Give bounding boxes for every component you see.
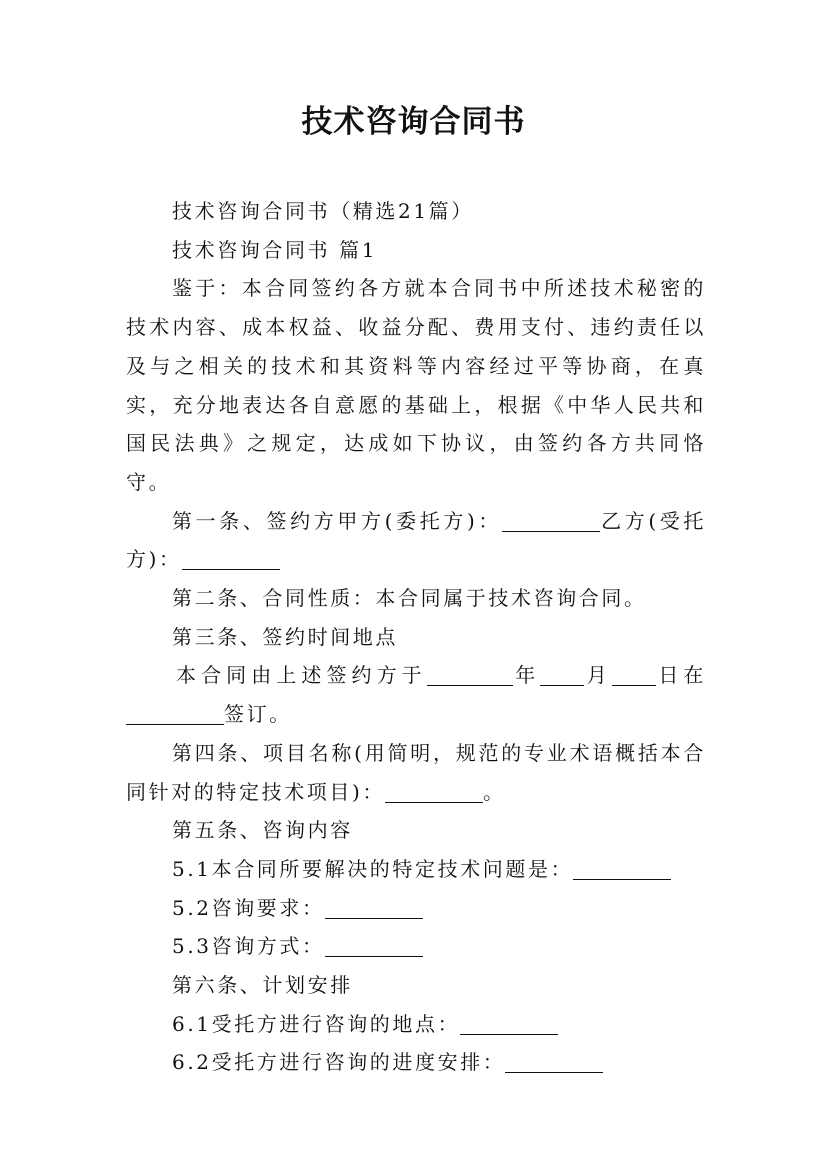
project-name-label: 第四条、项目名称(用简明，规范的专业术语概括本合同针对的特定技术项目)： (126, 740, 706, 804)
subtitle: 技术咨询合同书（精选21篇） (172, 199, 474, 223)
item-6-1-blank (460, 1014, 558, 1035)
document-body (126, 192, 706, 1082)
document-title: 技术咨询合同书 (301, 104, 526, 140)
month-label: 月 (584, 663, 612, 688)
article-3-heading: 第三条、签约时间地点 (172, 624, 398, 649)
item-6-2-blank (505, 1052, 603, 1073)
article-4-project-name (126, 734, 706, 811)
item-5-2-blank (325, 898, 423, 919)
article-3-date-place (126, 656, 706, 733)
item-5-2-label: 5.2咨询要求： (172, 895, 325, 920)
place-blank (126, 704, 224, 725)
date-intro: 本合同由上述签约方于 (176, 663, 427, 688)
project-name-blank (385, 782, 483, 803)
item-6-2-label: 6.2受托方进行咨询的进度安排： (172, 1050, 506, 1075)
item-5-3-blank (325, 936, 423, 957)
party-b-blank (182, 549, 280, 570)
party-a-label: 第一条、签约方甲方(委托方)： (172, 508, 503, 533)
item-5-1-blank (573, 859, 671, 880)
article-6-heading: 第六条、计划安排 (172, 973, 353, 998)
party-a-blank (502, 511, 600, 532)
article-6-item-2 (126, 1043, 706, 1082)
preamble-paragraph: 鉴于：本合同签约各方就本合同书中所述技术秘密的技术内容、成本权益、收益分配、费用支付、违约责任以及与之相关的技术和其资料等内容经过平等协商，在真实，充分地表达各自意愿的基础上，根据《中华人民共和国民法典》之规定，达成如下协议，由签约各方共同恪守。 (126, 276, 706, 494)
article-1-parties (126, 502, 706, 579)
article-5-item-1 (126, 850, 706, 889)
day-blank (612, 665, 656, 686)
item-5-1-label: 5.1本合同所要解决的特定技术问题是： (172, 856, 574, 881)
signing-end: 签订。 (224, 702, 292, 727)
day-label: 日在 (655, 663, 707, 688)
project-name-end: 。 (483, 779, 506, 804)
year-label: 年 (512, 663, 541, 688)
item-5-3-label: 5.3咨询方式： (172, 934, 325, 959)
article-6-item-1 (126, 1005, 706, 1044)
article-5-heading: 第五条、咨询内容 (172, 818, 353, 843)
month-blank (540, 665, 584, 686)
item-6-1-label: 6.1受托方进行咨询的地点： (172, 1011, 461, 1036)
year-blank (427, 665, 513, 686)
article-5-item-2 (126, 889, 706, 928)
article-2-nature: 第二条、合同性质：本合同属于技术咨询合同。 (172, 586, 647, 611)
section-heading: 技术咨询合同书 篇1 (172, 237, 378, 262)
article-5-item-3 (126, 927, 706, 966)
party-b-label: 乙方(受托方)： (126, 508, 706, 572)
